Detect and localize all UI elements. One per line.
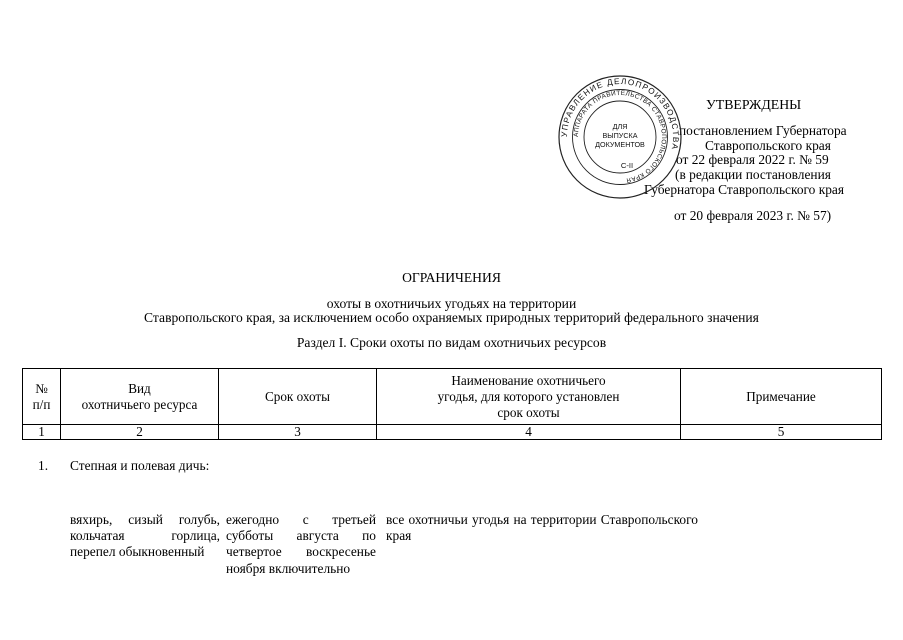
section-title: Раздел I. Сроки охоты по видам охотничьих ресурсов (296, 335, 607, 350)
header-cell-species: Вид охотничьего ресурса (61, 369, 219, 425)
header-cell-note: Примечание (681, 369, 882, 425)
column-number: 4 (377, 425, 681, 440)
approval-line: от 22 февраля 2022 г. № 59 (676, 152, 829, 167)
approval-line: от 20 февраля 2023 г. № 57) (674, 208, 832, 223)
header-cell-number: № п/п (23, 369, 61, 425)
hunting-periods-table (22, 368, 882, 440)
column-number: 1 (23, 425, 61, 440)
column-number: 3 (219, 425, 377, 440)
stamp-code: С-II (620, 161, 634, 170)
species-cell: вяхирь, сизый голубь, кольчатая горлица, перепел обыкновенный (70, 512, 220, 560)
header-cell-period: Срок охоты (219, 369, 377, 425)
item-number: 1. (38, 458, 49, 473)
stamp-outer-text: УПРАВЛЕНИЕ ДЕЛОПРОИЗВОДСТВА (559, 76, 681, 152)
approval-line: Ставропольского края (705, 138, 831, 153)
stamp-center-line: ВЫПУСКА (602, 131, 638, 140)
item-title: Степная и полевая дичь: (70, 458, 210, 473)
document-subtitle: охоты в охотничьих угодьях на территории (326, 296, 577, 311)
table-header-row (23, 369, 882, 425)
document-subtitle: Ставропольского края, за исключением особо охраняемых природных территорий федерального значения (144, 310, 759, 325)
official-stamp (557, 74, 683, 200)
approval-line: Губернатора Ставропольского края (644, 182, 845, 197)
approval-line: (в редакции постановления (675, 167, 831, 182)
period-cell: ежегодно с третьей субботы августа по четвертое воскресенье ноября включительно (226, 512, 376, 576)
document-title: ОГРАНИЧЕНИЯ (402, 270, 501, 285)
stamp-center-line: ДЛЯ (612, 122, 628, 131)
territory-cell: все охотничьи угодья на территории Ставропольского края (386, 512, 698, 544)
stamp-inner-text: АППАРАТА ПРАВИТЕЛЬСТВА СТАВРОПОЛЬСКОГО КРАЯ (572, 89, 668, 184)
column-number: 5 (681, 425, 882, 440)
column-number: 2 (61, 425, 219, 440)
table-number-row (23, 425, 882, 440)
stamp-center-line: ДОКУМЕНТОВ (595, 140, 645, 149)
approval-line: постановлением Губернатора (679, 123, 847, 138)
approval-title: УТВЕРЖДЕНЫ (706, 97, 802, 112)
header-cell-territory: Наименование охотничьего угодья, для которого установлен срок охоты (377, 369, 681, 425)
